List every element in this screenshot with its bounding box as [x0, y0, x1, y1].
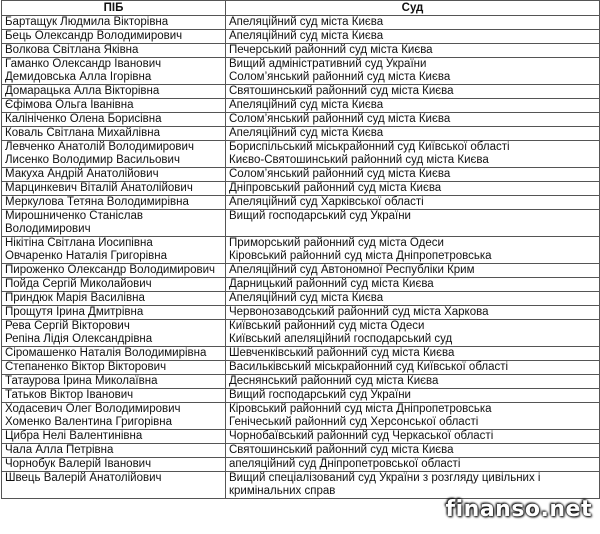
table-row [2, 127, 600, 141]
table-row [2, 472, 600, 499]
cell-name: Макуха Андрій Анатолійович [2, 168, 226, 182]
cell-name: Швець Валерій Анатолійович [2, 472, 226, 499]
table-row [2, 458, 600, 472]
cell-name: Прощутя Ірина Дмитрівна [2, 306, 226, 320]
table-row [2, 347, 600, 361]
table-row [2, 44, 600, 58]
cell-name: Єфімова Ольга Іванівна [2, 99, 226, 113]
table-row [2, 444, 600, 458]
cell-court: Вищий адміністративний суд України Солом’янський районний суд міста Києва [226, 58, 600, 85]
cell-court: Бориспільський міськрайонний суд Київської області Києво-Святошинський районний суд міста Києва [226, 141, 600, 168]
cell-name: Ходасевич Олег Володимирович Хоменко Валентина Григорівна [2, 403, 226, 430]
cell-court: Святошинський районний суд міста Києва [226, 444, 600, 458]
cell-court: Апеляційний суд Автономної Республіки Крим [226, 264, 600, 278]
cell-court: Апеляційний суд Харківської області [226, 196, 600, 210]
cell-name: Марцинкевич Віталій Анатолійович [2, 182, 226, 196]
cell-name: Пойда Сергій Миколайович [2, 278, 226, 292]
cell-court: Печерський районний суд міста Києва [226, 44, 600, 58]
table-header-row [2, 1, 600, 16]
cell-name: Домарацька Алла Вікторівна [2, 85, 226, 99]
cell-name: Левченко Анатолій Володимирович Лисенко Володимир Васильович [2, 141, 226, 168]
cell-court: Чорнобаївський районний суд Черкаської області [226, 430, 600, 444]
cell-name: Пироженко Олександр Володимирович [2, 264, 226, 278]
cell-court: Червонозаводський районний суд міста Харкова [226, 306, 600, 320]
cell-court: Апеляційний суд міста Києва [226, 292, 600, 306]
table-row [2, 306, 600, 320]
cell-name: Степаненко Віктор Вікторович [2, 361, 226, 375]
cell-court: Апеляційний суд міста Києва [226, 16, 600, 30]
cell-court: Апеляційний суд міста Києва [226, 127, 600, 141]
cell-court: Дарницький районний суд міста Києва [226, 278, 600, 292]
cell-court: Апеляційний суд міста Києва [226, 30, 600, 44]
cell-name: Цибра Нелі Валентинівна [2, 430, 226, 444]
cell-name: Татьков Віктор Іванович [2, 389, 226, 403]
table-row [2, 375, 600, 389]
watermark-logo: finanso.net [445, 497, 592, 522]
table-row [2, 403, 600, 430]
cell-court: апеляційний суд Дніпропетровської області [226, 458, 600, 472]
cell-name: Сіромашенко Наталія Володимирівна [2, 347, 226, 361]
cell-name: Чорнобук Валерій Іванович [2, 458, 226, 472]
cell-court: Дніпровський районний суд міста Києва [226, 182, 600, 196]
cell-name: Калініченко Олена Борисівна [2, 113, 226, 127]
cell-court: Деснянський районний суд міста Києва [226, 375, 600, 389]
cell-court: Васильківський міськрайонний суд Київської області [226, 361, 600, 375]
cell-court: Вищий спеціалізований суд України з розгляду цивільних і кримінальних справ [226, 472, 600, 499]
table-row [2, 196, 600, 210]
cell-court: Приморський районний суд міста Одеси Кіровський районний суд міста Дніпропетровська [226, 237, 600, 264]
cell-name: Меркулова Тетяна Володимирівна [2, 196, 226, 210]
table-row [2, 16, 600, 30]
cell-name: Мирошниченко Станіслав Володимирович [2, 210, 226, 237]
table-row [2, 292, 600, 306]
cell-name: Бець Олександр Володимирович [2, 30, 226, 44]
table-row [2, 361, 600, 375]
cell-name: Коваль Світлана Михайлівна [2, 127, 226, 141]
header-name: ПІБ [2, 1, 226, 16]
table-row [2, 85, 600, 99]
cell-court: Вищий господарський суд України [226, 210, 600, 237]
cell-name: Волкова Світлана Яківна [2, 44, 226, 58]
cell-court: Вищий господарський суд України [226, 389, 600, 403]
cell-name: Татаурова Ірина Миколаївна [2, 375, 226, 389]
table-row [2, 237, 600, 264]
table-row [2, 182, 600, 196]
cell-court: Святошинський районний суд міста Києва [226, 85, 600, 99]
table-row [2, 210, 600, 237]
table-row [2, 30, 600, 44]
table-row [2, 430, 600, 444]
table-row [2, 141, 600, 168]
cell-court: Шевченківський районний суд міста Києва [226, 347, 600, 361]
cell-name: Рева Сергій Вікторович Репіна Лідія Олександрівна [2, 320, 226, 347]
cell-name: Нікітіна Світлана Йосипівна Овчаренко Наталія Григорівна [2, 237, 226, 264]
cell-court: Кіровський районний суд міста Дніпропетровська Генічеський районний суд Херсонської області [226, 403, 600, 430]
cell-court: Київський районний суд міста Одеси Київський апеляційний господарський суд [226, 320, 600, 347]
table-row [2, 278, 600, 292]
cell-court: Апеляційний суд міста Києва [226, 99, 600, 113]
table-row [2, 168, 600, 182]
cell-name: Чала Алла Петрівна [2, 444, 226, 458]
judges-table [1, 0, 600, 499]
table-row [2, 389, 600, 403]
table-row [2, 320, 600, 347]
cell-name: Бартащук Людмила Вікторівна [2, 16, 226, 30]
cell-name: Гаманко Олександр Іванович Демидовська Алла Ігорівна [2, 58, 226, 85]
table-row [2, 99, 600, 113]
cell-name: Приндюк Марія Василівна [2, 292, 226, 306]
table-row [2, 58, 600, 85]
cell-court: Солом’янський районний суд міста Києва [226, 113, 600, 127]
table-row [2, 264, 600, 278]
table-row [2, 113, 600, 127]
cell-court: Солом’янський районний суд міста Києва [226, 168, 600, 182]
header-court: Суд [226, 1, 600, 16]
